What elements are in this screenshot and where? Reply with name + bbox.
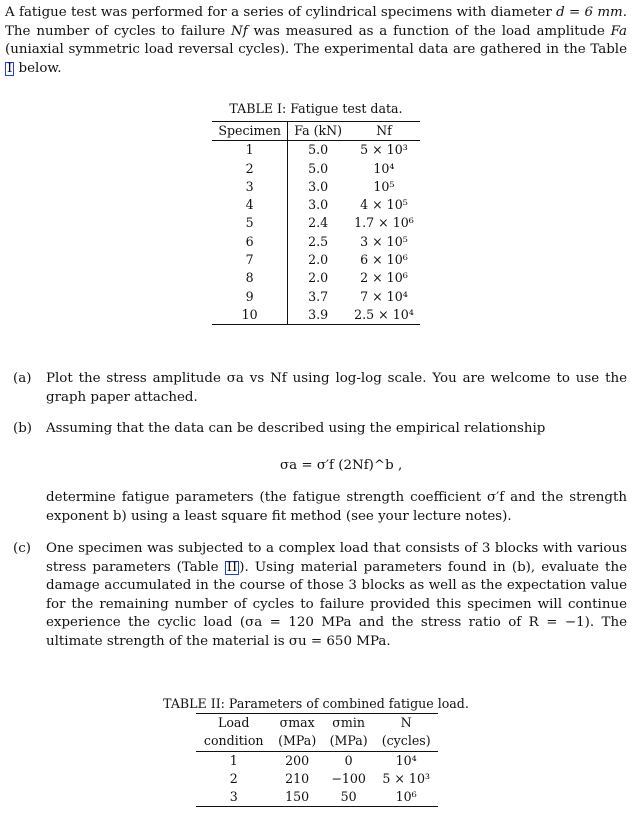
question-a-text: Plot the stress amplitude σa vs Nf using log-log scale. You are welcome to use the graph paper attached. bbox=[46, 371, 627, 405]
table-row: 3 150 50 10⁶ bbox=[196, 788, 438, 807]
question-c bbox=[13, 540, 627, 651]
table-row: 9 3.7 7 × 10⁴ bbox=[212, 288, 420, 306]
table-row: 2 210 −100 5 × 10³ bbox=[229, 770, 431, 786]
table-row: 2 5.0 10⁴ bbox=[212, 160, 420, 178]
nf-symbol: Nf bbox=[231, 23, 248, 39]
question-b-intro: Assuming that the data can be described using the empirical relationship bbox=[46, 421, 546, 436]
table-row: 7 2.0 6 × 10⁶ bbox=[212, 251, 420, 269]
question-b-continued bbox=[13, 489, 627, 526]
empirical-equation: σa = σ′f (2Nf)^b , bbox=[280, 458, 403, 473]
table-2-subheader-cycles: (cycles) bbox=[374, 732, 438, 751]
table-2-caption: TABLE II: Parameters of combined fatigue load. bbox=[163, 696, 469, 711]
question-b-label: (b) bbox=[13, 421, 33, 436]
intro-text-1: A fatigue test was performed for a series of cylindrical specimens with diameter bbox=[5, 5, 557, 20]
question-a bbox=[13, 370, 627, 407]
table-row: 5 2.4 1.7 × 10⁶ bbox=[212, 214, 420, 232]
combined-load-table bbox=[196, 713, 438, 807]
intro-text-5: below. bbox=[14, 60, 62, 76]
diameter-value: d = 6 mm bbox=[556, 5, 623, 20]
question-b-text: determine fatigue parameters (the fatigue strength coefficient σ′f and the strength exponent b) using a least square fit method (see your lecture notes). bbox=[46, 490, 627, 524]
table-row: 6 2.5 3 × 10⁵ bbox=[212, 233, 420, 251]
table-2-subheader-mpa-1: (MPa) bbox=[271, 732, 322, 751]
table-2-subheader-condition: condition bbox=[196, 732, 271, 751]
table-2-link[interactable]: II bbox=[226, 559, 238, 575]
fa-symbol: Fa bbox=[610, 23, 627, 39]
question-a-label: (a) bbox=[13, 371, 32, 386]
table-1-header-nf: Nf bbox=[348, 122, 420, 141]
table-2-header-n: N bbox=[374, 714, 438, 733]
table-2-subheader-mpa-2: (MPa) bbox=[323, 732, 374, 751]
table-2-header-smin: σmin bbox=[323, 714, 374, 733]
table-1-caption: TABLE I: Fatigue test data. bbox=[229, 101, 403, 116]
table-row: 10 3.9 2.5 × 10⁴ bbox=[212, 306, 420, 325]
table-row: 1 200 0 10⁴ bbox=[229, 752, 417, 768]
table-1-header-specimen: Specimen bbox=[212, 122, 288, 141]
question-c-label: (c) bbox=[13, 541, 31, 556]
fatigue-data-table bbox=[212, 121, 420, 325]
table-row: 3 3.0 10⁵ bbox=[212, 178, 420, 196]
intro-text-3: was measured as a function of the load amplitude bbox=[247, 23, 611, 39]
intro-text-4: (uniaxial symmetric load reversal cycles). The experimental data are gathered in the Table bbox=[5, 42, 627, 57]
table-1-header-fa: Fa (kN) bbox=[288, 122, 348, 141]
table-1-link[interactable]: I bbox=[7, 60, 13, 76]
table-2-header-load: Load bbox=[196, 714, 271, 733]
question-b bbox=[13, 420, 627, 439]
table-row: 4 3.0 4 × 10⁵ bbox=[212, 196, 420, 214]
intro-text-2: . The number of cycles to failure bbox=[5, 5, 627, 39]
question-c-text: One specimen was subjected to a complex load that consists of 3 blocks with various stress parameters (Table II ). Using material parameters found in (b), evaluate the damage accumulated in the course of those 3 blocks as well as the expectation value for the remaining number of cycles to failure provided this specimen will continue experience the cyclic load (σa = 120 MPa and the stress ratio of R = −1). The ultimate strength of the material is σu = 650 MPa. bbox=[46, 541, 627, 649]
intro-paragraph bbox=[5, 4, 627, 78]
table-2-header-smax: σmax bbox=[271, 714, 322, 733]
table-row: 8 2.0 2 × 10⁶ bbox=[212, 269, 420, 287]
table-row: 1 5.0 5 × 10³ bbox=[212, 141, 420, 160]
